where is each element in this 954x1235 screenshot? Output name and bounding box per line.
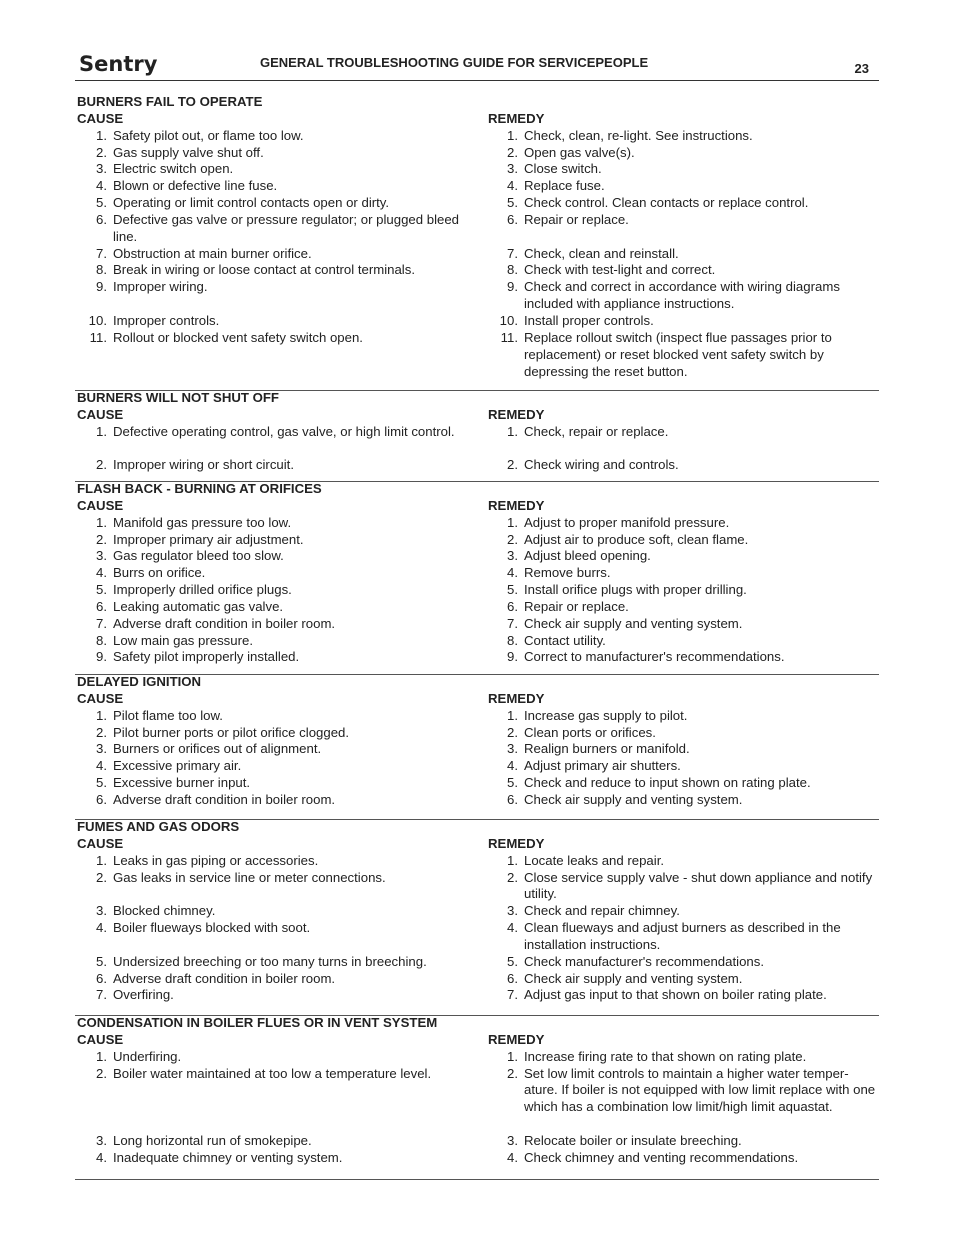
item-number: 3. [507, 741, 518, 757]
item-number: 4. [507, 920, 518, 936]
item-text: Clean ports or orifices. [524, 724, 656, 740]
remedy-item [488, 262, 880, 279]
remedy-item [488, 1066, 880, 1117]
item-number: 4. [507, 758, 518, 774]
item-number: 10. [499, 313, 518, 329]
item-number: 4. [507, 178, 518, 194]
remedy-item [488, 954, 880, 971]
item-number: 7. [96, 987, 107, 1003]
remedy-item [488, 532, 880, 549]
item-text: Pilot flame too low. [113, 707, 223, 723]
cause-item [77, 532, 467, 549]
cause-item [77, 954, 467, 971]
item-number: 1. [96, 852, 107, 868]
item-number: 9. [96, 649, 107, 665]
item-number: 2. [507, 457, 518, 473]
item-number: 7. [507, 987, 518, 1003]
item-number: 3. [96, 741, 107, 757]
item-text: Rollout or blocked vent safety switch open. [113, 329, 363, 345]
remedy-item [488, 279, 880, 313]
item-number: 1. [96, 1048, 107, 1064]
item-number: 2. [507, 724, 518, 740]
cause-item [77, 279, 467, 296]
item-text: Gas regulator bleed too slow. [113, 548, 284, 564]
item-number: 5. [96, 953, 107, 969]
item-number: 7. [507, 245, 518, 261]
item-text: Improper wiring or short circuit. [113, 457, 295, 473]
item-number: 11. [89, 329, 107, 345]
cause-item [77, 1066, 467, 1083]
item-text: Burners or orifices out of alignment. [113, 741, 322, 757]
item-text: Obstruction at main burner orifice. [113, 245, 312, 261]
item-number: 3. [96, 548, 107, 564]
remedy-item [488, 330, 880, 381]
item-text: Close switch. [524, 161, 602, 177]
item-number: 1. [507, 127, 518, 143]
item-text: Check wiring and controls. [524, 457, 679, 473]
item-number: 1. [96, 127, 107, 143]
item-text: Undersized breeching or too many turns in breeching. [113, 953, 427, 969]
item-number: 2. [96, 869, 107, 885]
item-text: Gas leaks in service line or meter connections. [113, 869, 386, 885]
item-number: 6. [507, 970, 518, 986]
item-text: Correct to manufacturer's recommendations. [524, 649, 785, 665]
cause-item [77, 515, 467, 532]
remedy-item [488, 565, 880, 582]
item-text: Break in wiring or loose contact at control terminals. [113, 262, 415, 278]
item-text: Relocate boiler or insulate breeching. [524, 1132, 742, 1148]
item-number: 10. [88, 313, 107, 329]
page-header [75, 50, 879, 81]
section [75, 481, 879, 675]
remedy-item [488, 725, 880, 742]
remedy-item [488, 212, 880, 229]
remedy-item [488, 971, 880, 988]
remedy-item [488, 424, 880, 441]
item-text: Improper primary air adjustment. [113, 531, 304, 547]
section-title: CONDENSATION IN BOILER FLUES OR IN VENT SYSTEM [77, 1015, 438, 1030]
section [75, 94, 879, 391]
item-text: Improper controls. [113, 313, 220, 329]
cause-item [77, 212, 467, 246]
section-title: BURNERS FAIL TO OPERATE [77, 94, 263, 109]
remedy-item [488, 920, 880, 954]
item-number: 4. [96, 178, 107, 194]
cause-item [77, 633, 467, 650]
item-number: 4. [96, 565, 107, 581]
item-text: Close service supply valve - shut down appliance and notify utility. [524, 869, 873, 902]
cause-item [77, 971, 467, 988]
item-number: 1. [96, 423, 107, 439]
item-text: Adjust primary air shutters. [524, 758, 681, 774]
cause-item [77, 758, 467, 775]
item-number: 6. [507, 791, 518, 807]
item-text: Adjust to proper manifold pressure. [524, 514, 730, 530]
remedy-item [488, 178, 880, 195]
remedy-item [488, 987, 880, 1004]
cause-heading: CAUSE [77, 835, 124, 851]
remedy-item [488, 515, 880, 532]
remedy-item [488, 775, 880, 792]
item-text: Pilot burner ports or pilot orifice clogged. [113, 724, 350, 740]
section [75, 1015, 879, 1180]
item-number: 8. [507, 632, 518, 648]
item-text: Boiler flueways blocked with soot. [113, 920, 311, 936]
item-text: Install orifice plugs with proper drilling. [524, 582, 747, 598]
item-text: Increase firing rate to that shown on rating plate. [524, 1048, 807, 1064]
item-number: 8. [96, 632, 107, 648]
item-number: 5. [507, 195, 518, 211]
cause-item [77, 195, 467, 212]
item-number: 6. [507, 211, 518, 227]
item-text: Leaks in gas piping or accessories. [113, 852, 319, 868]
item-number: 8. [507, 262, 518, 278]
cause-item [77, 457, 467, 474]
cause-item [77, 145, 467, 162]
item-number: 2. [96, 531, 107, 547]
item-text: Excessive burner input. [113, 775, 251, 791]
item-text: Check control. Clean contacts or replace control. [524, 195, 809, 211]
item-text: Realign burners or manifold. [524, 741, 690, 757]
item-number: 4. [96, 920, 107, 936]
item-number: 6. [96, 970, 107, 986]
item-number: 9. [507, 279, 518, 295]
item-number: 5. [507, 775, 518, 791]
cause-item [77, 1133, 467, 1150]
item-text: Contact utility. [524, 632, 606, 648]
cause-item [77, 330, 467, 347]
remedy-item [488, 1133, 880, 1150]
item-number: 2. [96, 144, 107, 160]
item-number: 2. [507, 531, 518, 547]
item-number: 3. [96, 1132, 107, 1148]
remedy-item [488, 161, 880, 178]
item-number: 1. [507, 1048, 518, 1064]
item-text: Long horizontal run of smokepipe. [113, 1132, 312, 1148]
remedy-item [488, 1150, 880, 1167]
remedy-item [488, 633, 880, 650]
item-text: Remove burrs. [524, 565, 611, 581]
remedy-item [488, 792, 880, 809]
item-number: 8. [96, 262, 107, 278]
item-number: 9. [507, 649, 518, 665]
cause-item [77, 903, 467, 920]
item-text: Overfiring. [113, 987, 174, 1003]
cause-item [77, 128, 467, 145]
item-text: Safety pilot improperly installed. [113, 649, 300, 665]
item-text: Improperly drilled orifice plugs. [113, 582, 292, 598]
remedy-item [488, 313, 880, 330]
item-number: 6. [507, 598, 518, 614]
remedy-item [488, 145, 880, 162]
item-number: 3. [96, 903, 107, 919]
item-number: 6. [96, 598, 107, 614]
item-text: Improper wiring. [113, 279, 208, 295]
remedy-item [488, 128, 880, 145]
item-number: 7. [507, 615, 518, 631]
item-number: 5. [507, 953, 518, 969]
item-number: 2. [507, 869, 518, 885]
item-text: Check air supply and venting system. [524, 615, 743, 631]
remedy-item [488, 758, 880, 775]
item-text: Excessive primary air. [113, 758, 242, 774]
item-text: Locate leaks and repair. [524, 852, 665, 868]
remedy-heading: REMEDY [488, 690, 545, 706]
item-text: Set low limit controls to maintain a higher water temper-ature. If boiler is not equipped with low limit replace with one which has a combination low limit/high limit aquastat. [524, 1065, 876, 1115]
item-text: Increase gas supply to pilot. [524, 707, 688, 723]
item-text: Manifold gas pressure too low. [113, 514, 292, 530]
item-text: Check and repair chimney. [524, 903, 680, 919]
item-number: 5. [96, 582, 107, 598]
cause-item [77, 548, 467, 565]
cause-item [77, 262, 467, 279]
item-text: Check chimney and venting recommendations. [524, 1149, 799, 1165]
item-text: Burrs on orifice. [113, 565, 206, 581]
item-number: 4. [96, 758, 107, 774]
remedy-item [488, 599, 880, 616]
item-number: 6. [96, 791, 107, 807]
item-number: 11. [500, 329, 518, 345]
section-title: BURNERS WILL NOT SHUT OFF [77, 390, 279, 405]
item-text: Electric switch open. [113, 161, 234, 177]
item-text: Boiler water maintained at too low a temperature level. [113, 1065, 432, 1081]
item-text: Check with test-light and correct. [524, 262, 716, 278]
cause-item [77, 582, 467, 599]
item-number: 1. [507, 514, 518, 530]
cause-heading: CAUSE [77, 1031, 124, 1047]
cause-heading: CAUSE [77, 406, 124, 422]
item-text: Install proper controls. [524, 313, 654, 329]
item-number: 1. [507, 852, 518, 868]
cause-item [77, 178, 467, 195]
cause-item [77, 853, 467, 870]
cause-item [77, 424, 467, 441]
item-number: 3. [507, 548, 518, 564]
item-text: Check, clean and reinstall. [524, 245, 679, 261]
item-text: Underfiring. [113, 1048, 182, 1064]
item-text: Check and correct in accordance with wiring diagrams included with appliance instructions. [524, 279, 840, 312]
item-text: Check air supply and venting system. [524, 791, 743, 807]
cause-item [77, 616, 467, 633]
remedy-item [488, 548, 880, 565]
item-text: Repair or replace. [524, 211, 629, 227]
item-number: 4. [507, 565, 518, 581]
remedy-item [488, 1049, 880, 1066]
item-text: Gas supply valve shut off. [113, 144, 264, 160]
remedy-heading: REMEDY [488, 497, 545, 513]
remedy-item [488, 741, 880, 758]
brand-logo: Sentry [79, 52, 158, 76]
item-number: 4. [507, 1149, 518, 1165]
cause-item [77, 565, 467, 582]
item-number: 3. [507, 161, 518, 177]
item-number: 1. [507, 423, 518, 439]
item-number: 2. [507, 1065, 518, 1081]
remedy-item [488, 582, 880, 599]
cause-item [77, 725, 467, 742]
item-text: Defective operating control, gas valve, or high limit control. [113, 423, 455, 439]
section [75, 674, 879, 820]
cause-item [77, 246, 467, 263]
cause-item [77, 161, 467, 178]
item-number: 6. [96, 211, 107, 227]
item-text: Check air supply and venting system. [524, 970, 743, 986]
item-text: Operating or limit control contacts open or dirty. [113, 195, 390, 211]
item-number: 2. [96, 724, 107, 740]
item-text: Adverse draft condition in boiler room. [113, 791, 336, 807]
cause-item [77, 775, 467, 792]
section [75, 390, 879, 482]
item-number: 2. [507, 144, 518, 160]
cause-item [77, 792, 467, 809]
item-number: 4. [96, 1149, 107, 1165]
item-text: Adjust bleed opening. [524, 548, 651, 564]
section-title: FLASH BACK - BURNING AT ORIFICES [77, 481, 322, 496]
item-text: Replace fuse. [524, 178, 605, 194]
item-number: 3. [507, 1132, 518, 1148]
cause-item [77, 708, 467, 725]
item-number: 9. [96, 279, 107, 295]
item-text: Clean flueways and adjust burners as described in the installation instructions. [524, 920, 841, 952]
item-number: 1. [507, 707, 518, 723]
remedy-item [488, 616, 880, 633]
item-text: Adjust gas input to that shown on boiler rating plate. [524, 987, 827, 1003]
cause-item [77, 599, 467, 616]
item-text: Repair or replace. [524, 598, 629, 614]
cause-heading: CAUSE [77, 497, 124, 513]
remedy-item [488, 457, 880, 474]
item-text: Blown or defective line fuse. [113, 178, 278, 194]
remedy-item [488, 853, 880, 870]
item-text: Safety pilot out, or flame too low. [113, 127, 304, 143]
cause-item [77, 741, 467, 758]
cause-item [77, 649, 467, 666]
remedy-item [488, 903, 880, 920]
remedy-heading: REMEDY [488, 406, 545, 422]
cause-item [77, 1049, 467, 1066]
item-text: Leaking automatic gas valve. [113, 598, 284, 614]
item-number: 3. [96, 161, 107, 177]
item-number: 1. [96, 514, 107, 530]
item-number: 7. [96, 615, 107, 631]
item-text: Adverse draft condition in boiler room. [113, 970, 336, 986]
remedy-heading: REMEDY [488, 835, 545, 851]
item-number: 5. [507, 582, 518, 598]
section [75, 819, 879, 1016]
item-text: Check, clean, re-light. See instructions. [524, 127, 753, 143]
item-text: Low main gas pressure. [113, 632, 254, 648]
document-title: GENERAL TROUBLESHOOTING GUIDE FOR SERVICEPEOPLE [260, 55, 649, 70]
item-text: Adjust air to produce soft, clean flame. [524, 531, 749, 547]
item-text: Check manufacturer's recommendations. [524, 953, 764, 969]
remedy-item [488, 870, 880, 904]
remedy-item [488, 708, 880, 725]
cause-item [77, 1150, 467, 1167]
item-text: Open gas valve(s). [524, 144, 635, 160]
section-title: DELAYED IGNITION [77, 674, 202, 689]
item-number: 5. [96, 195, 107, 211]
cause-item [77, 920, 467, 937]
remedy-item [488, 246, 880, 263]
cause-heading: CAUSE [77, 690, 124, 706]
remedy-item [488, 649, 880, 666]
item-number: 7. [96, 245, 107, 261]
item-text: Blocked chimney. [113, 903, 216, 919]
item-number: 3. [507, 903, 518, 919]
cause-item [77, 313, 467, 330]
item-number: 2. [96, 457, 107, 473]
cause-heading: CAUSE [77, 110, 124, 126]
remedy-item [488, 195, 880, 212]
section-title: FUMES AND GAS ODORS [77, 819, 240, 834]
item-text: Inadequate chimney or venting system. [113, 1149, 343, 1165]
item-text: Check and reduce to input shown on rating plate. [524, 775, 811, 791]
item-number: 2. [96, 1065, 107, 1081]
item-text: Replace rollout switch (inspect flue passages prior to replacement) or reset blocked vent safety switch by depressing the reset button. [524, 329, 832, 379]
remedy-heading: REMEDY [488, 110, 545, 126]
item-number: 1. [96, 707, 107, 723]
item-text: Defective gas valve or pressure regulator; or plugged bleed line. [113, 211, 460, 244]
item-text: Adverse draft condition in boiler room. [113, 615, 336, 631]
page-number: 23 [854, 61, 869, 76]
remedy-heading: REMEDY [488, 1031, 545, 1047]
item-text: Check, repair or replace. [524, 423, 669, 439]
cause-item [77, 870, 467, 887]
item-number: 5. [96, 775, 107, 791]
cause-item [77, 987, 467, 1004]
